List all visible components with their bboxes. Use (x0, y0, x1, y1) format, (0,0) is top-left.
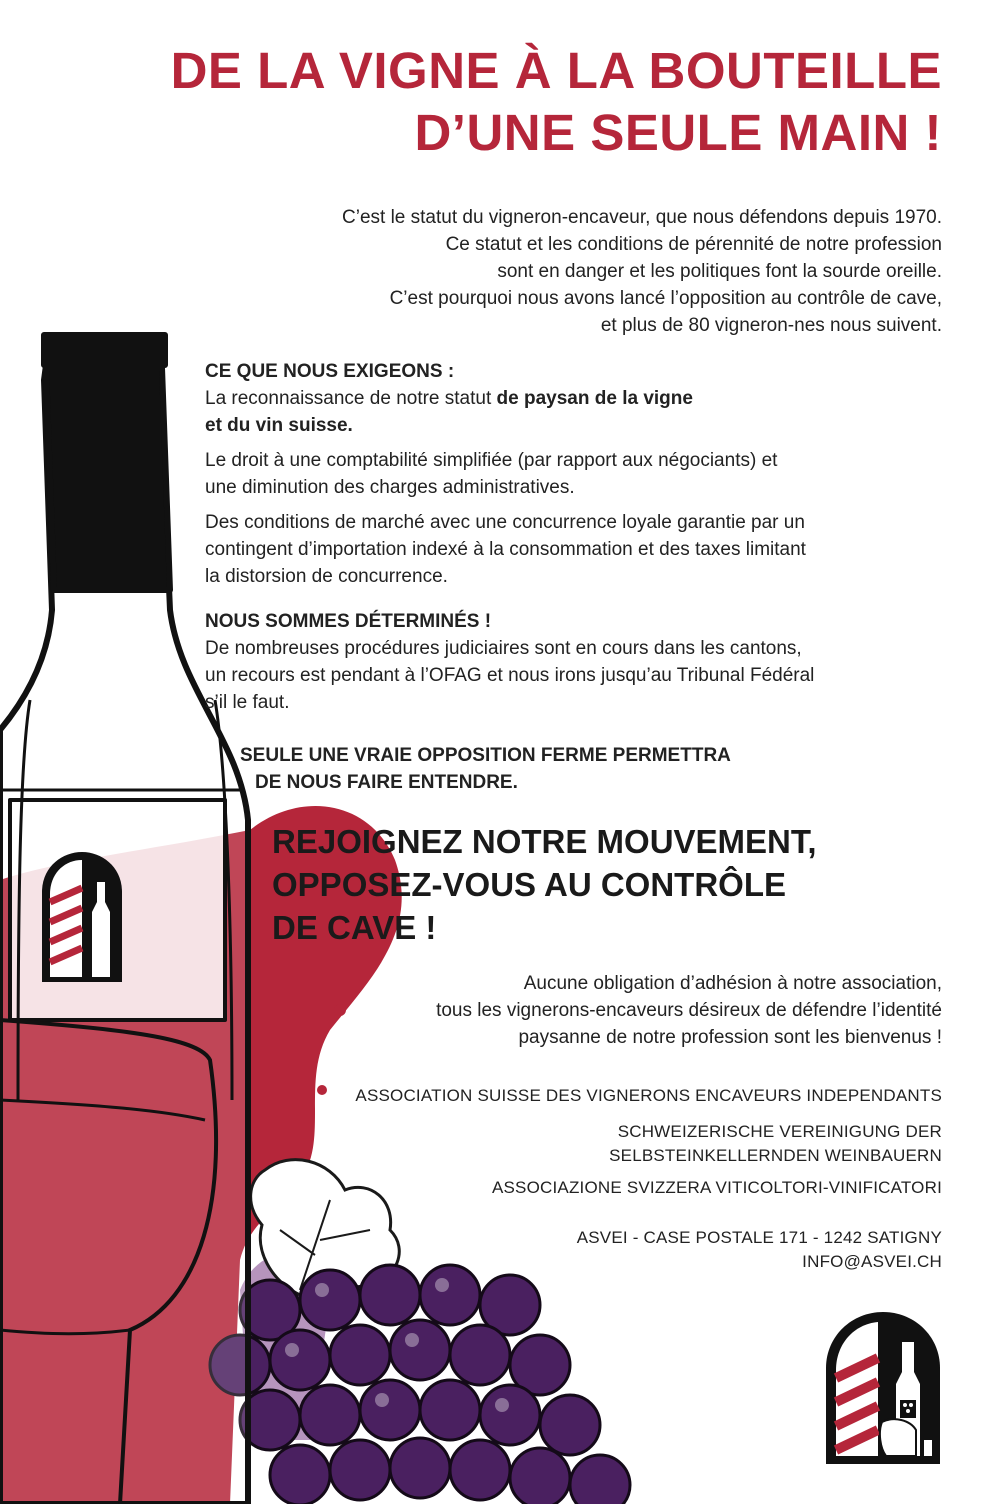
demand-item-market-line-2: contingent d’importation indexé à la consommation et des taxes limitant (205, 539, 806, 560)
welcome-line-1: Aucune obligation d’adhésion à notre association, (523, 973, 942, 994)
join-call-to-action (272, 820, 817, 949)
contact-block (577, 1226, 942, 1274)
intro-paragraph (182, 204, 942, 339)
determined-title: NOUS SOMMES DÉTERMINÉS ! (205, 611, 492, 632)
postal-address: ASVEI - CASE POSTALE 171 - 1242 SATIGNY (576, 1228, 942, 1247)
join-line-1: REJOIGNEZ NOTRE MOUVEMENT, (272, 823, 817, 860)
opposition-line-1: SEULE UNE VRAIE OPPOSITION FERME PERMETTRA (240, 745, 731, 766)
welcome-paragraph (302, 970, 942, 1051)
determined-line-1: De nombreuses procédures judiciaires sont en cours dans les cantons, (205, 638, 802, 659)
welcome-line-3: paysanne de notre profession sont les bienvenus ! (518, 1027, 942, 1048)
organization-german-line-1: SCHWEIZERISCHE VEREINIGUNG DER (617, 1122, 942, 1141)
intro-line-2: Ce statut et les conditions de pérennité de notre profession (445, 234, 942, 255)
opposition-statement (240, 742, 731, 796)
demands-section (205, 358, 950, 598)
organization-name-italian (492, 1176, 942, 1200)
email-address[interactable]: INFO@ASVEI.CH (802, 1252, 942, 1271)
demand-item-status-lead: La reconnaissance de notre statut (205, 388, 497, 409)
demand-item-status-line-1 (205, 385, 950, 412)
demand-item-status-bold-1: de paysan de la vigne (496, 388, 693, 409)
organization-german-line-2: SELBSTEINKELLERNDEN WEINBAUERN (609, 1146, 942, 1165)
headline-line-1: DE LA VIGNE À LA BOUTEILLE (170, 42, 942, 99)
demand-item-status-bold-2: et du vin suisse. (205, 415, 353, 436)
headline-line-2: D’UNE SEULE MAIN ! (414, 104, 942, 161)
join-line-2: OPPOSEZ-VOUS AU CONTRÔLE (272, 866, 786, 903)
welcome-line-2: tous les vignerons-encaveurs désireux de défendre l’identité (436, 1000, 942, 1021)
organization-name-french (355, 1084, 942, 1108)
demand-item-market-line-1: Des conditions de marché avec une concurrence loyale garantie par un (205, 512, 805, 533)
demand-item-accounting-line-2: une diminution des charges administratives. (205, 477, 575, 498)
determined-line-2: un recours est pendant à l’OFAG et nous irons jusqu’au Tribunal Fédéral (205, 665, 815, 686)
intro-line-4: C’est pourquoi nous avons lancé l’opposition au contrôle de cave, (389, 288, 942, 309)
intro-line-1: C’est le statut du vigneron-encaveur, que nous défendons depuis 1970. (342, 207, 942, 228)
demand-item-market-line-3: la distorsion de concurrence. (205, 566, 448, 587)
demand-item-status (205, 385, 950, 439)
organization-french-text: ASSOCIATION SUISSE DES VIGNERONS ENCAVEURS INDEPENDANTS (355, 1086, 942, 1105)
opposition-line-2: DE NOUS FAIRE ENTENDRE. (255, 772, 518, 793)
demand-item-market (205, 509, 950, 590)
intro-line-5: et plus de 80 vigneron-nes nous suivent. (600, 315, 942, 336)
demands-title: CE QUE NOUS EXIGEONS : (205, 361, 455, 382)
demand-item-accounting-line-1: Le droit à une comptabilité simplifiée (par rapport aux négociants) et (205, 450, 778, 471)
asvei-logo-icon (824, 1310, 942, 1466)
determined-line-3: s’il le faut. (205, 692, 290, 713)
intro-line-3: sont en danger et les politiques font la sourde oreille. (497, 261, 942, 282)
organization-italian-text: ASSOCIAZIONE SVIZZERA VITICOLTORI-VINIFICATORI (491, 1178, 942, 1197)
join-line-3: DE CAVE ! (272, 909, 437, 946)
determined-section (205, 608, 950, 716)
organization-name-german (609, 1120, 942, 1168)
bottle-label-logo (42, 852, 122, 982)
demand-item-accounting (205, 447, 950, 501)
headline (171, 40, 942, 164)
